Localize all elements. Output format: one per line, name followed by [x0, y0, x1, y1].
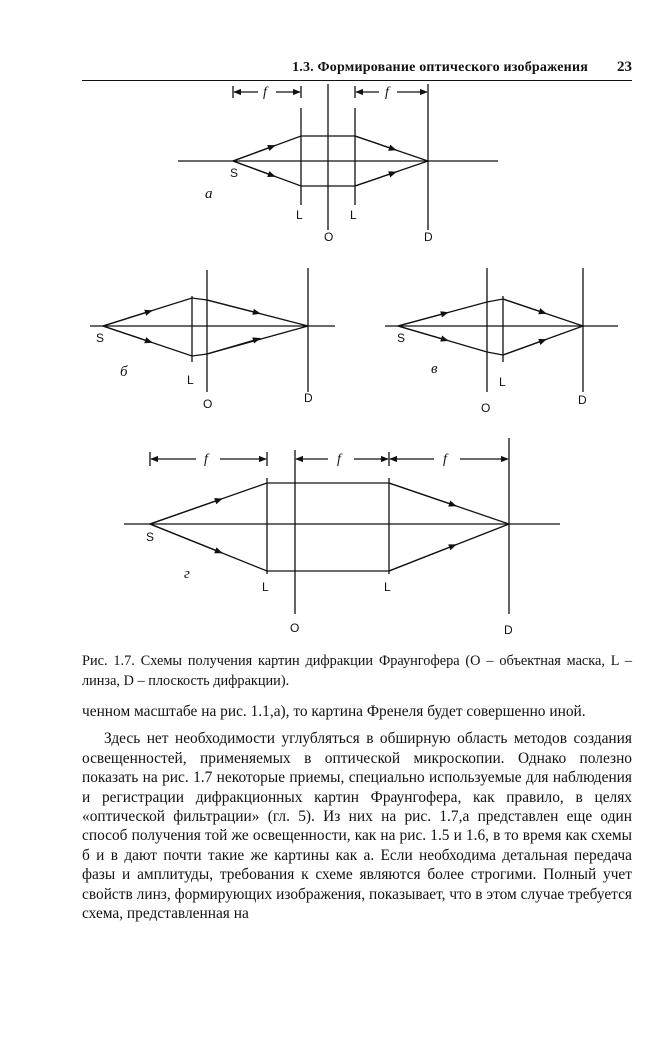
ray-arrow: [389, 483, 456, 506]
ray-arrow: [103, 326, 152, 343]
o-label: O: [290, 621, 300, 635]
ray-arrow: [207, 300, 260, 314]
ray-lower: [398, 326, 583, 355]
l-label: L: [384, 580, 391, 594]
l-label: L: [262, 580, 269, 594]
s-label: S: [96, 331, 105, 345]
o-label: O: [481, 401, 491, 415]
f-label: f: [385, 85, 389, 100]
ray-arrow: [503, 299, 546, 314]
f-label: f: [443, 452, 447, 467]
subfigure-label-v: в: [431, 361, 438, 377]
ray-arrow: [150, 524, 222, 553]
diagram-v: [385, 268, 618, 392]
o-label: O: [324, 230, 334, 244]
d-label: D: [504, 623, 513, 637]
ray-upper: [398, 299, 583, 326]
d-label: D: [578, 393, 587, 407]
running-title: 1.3. Формирование оптического изображения: [292, 60, 588, 75]
ray-arrow: [207, 338, 260, 354]
subfigure-label-b: б: [120, 364, 128, 380]
body-text: [82, 702, 632, 923]
paragraph: Здесь нет необходимости углубляться в обширную область методов создания освещенностей, применяемых в оптической микроскопии. Однако полезно показать на рис. 1.7 некоторые приемы, специально используемые для наблюдения и регистрации дифракционных картин Фраунгофера, как правило, в целях «оптической фильтрации» (гл. 5). Из них на рис. 1.7,а представлен еще один способ получения той же освещенности, как на рис. 1.5 и 1.6, в то время как схемы б и в дают почти такие же картины как а. Если необходима детальная передача фазы и амплитуды, требования к схеме являются более строгими. Полный учет свойств линз, формирующих изображения, показывает, что в этом случае требуется схема, представленная на: [82, 730, 632, 923]
s-label: S: [146, 530, 155, 544]
diagram-a: [178, 84, 498, 230]
l-label: L: [187, 373, 194, 387]
page-number: 23: [617, 59, 632, 75]
o-label: O: [203, 397, 213, 411]
figure-caption: Рис. 1.7. Схемы получения картин дифракции Фраунгофера (О – объектная маска, L – линза, D – плоскость дифракции).: [82, 653, 632, 689]
l-label: L: [499, 375, 506, 389]
ray-arrow: [355, 136, 396, 150]
s-label: S: [230, 166, 239, 180]
ray-lower: [103, 326, 308, 356]
ray-upper: [233, 136, 428, 161]
ray-upper: [150, 483, 509, 524]
paragraph: ченном масштабе на рис. 1.1,а), то картина Френеля будет совершенно иной.: [82, 703, 586, 720]
ray-arrow: [398, 326, 448, 341]
subfigure-label-a: а: [205, 186, 213, 202]
d-label: D: [304, 391, 313, 405]
f-label: f: [263, 85, 267, 100]
ray-arrow: [233, 146, 275, 162]
ray-arrow: [355, 172, 396, 186]
f-label: f: [337, 452, 341, 467]
ray-arrow: [103, 311, 152, 326]
l-label: L: [350, 208, 357, 222]
d-label: D: [424, 230, 433, 244]
l-label: L: [296, 208, 303, 222]
subfigure-label-g: г: [184, 566, 190, 582]
f-label: f: [204, 452, 208, 467]
ray-arrow: [503, 340, 546, 356]
ray-arrow: [150, 499, 222, 524]
ray-arrow: [398, 313, 448, 327]
ray-arrow: [233, 161, 275, 177]
diagram-g: [124, 438, 560, 614]
s-label: S: [397, 331, 406, 345]
ray-upper: [103, 298, 308, 326]
ray-lower: [150, 524, 509, 571]
ray-arrow: [389, 545, 456, 571]
ray-lower: [233, 161, 428, 186]
